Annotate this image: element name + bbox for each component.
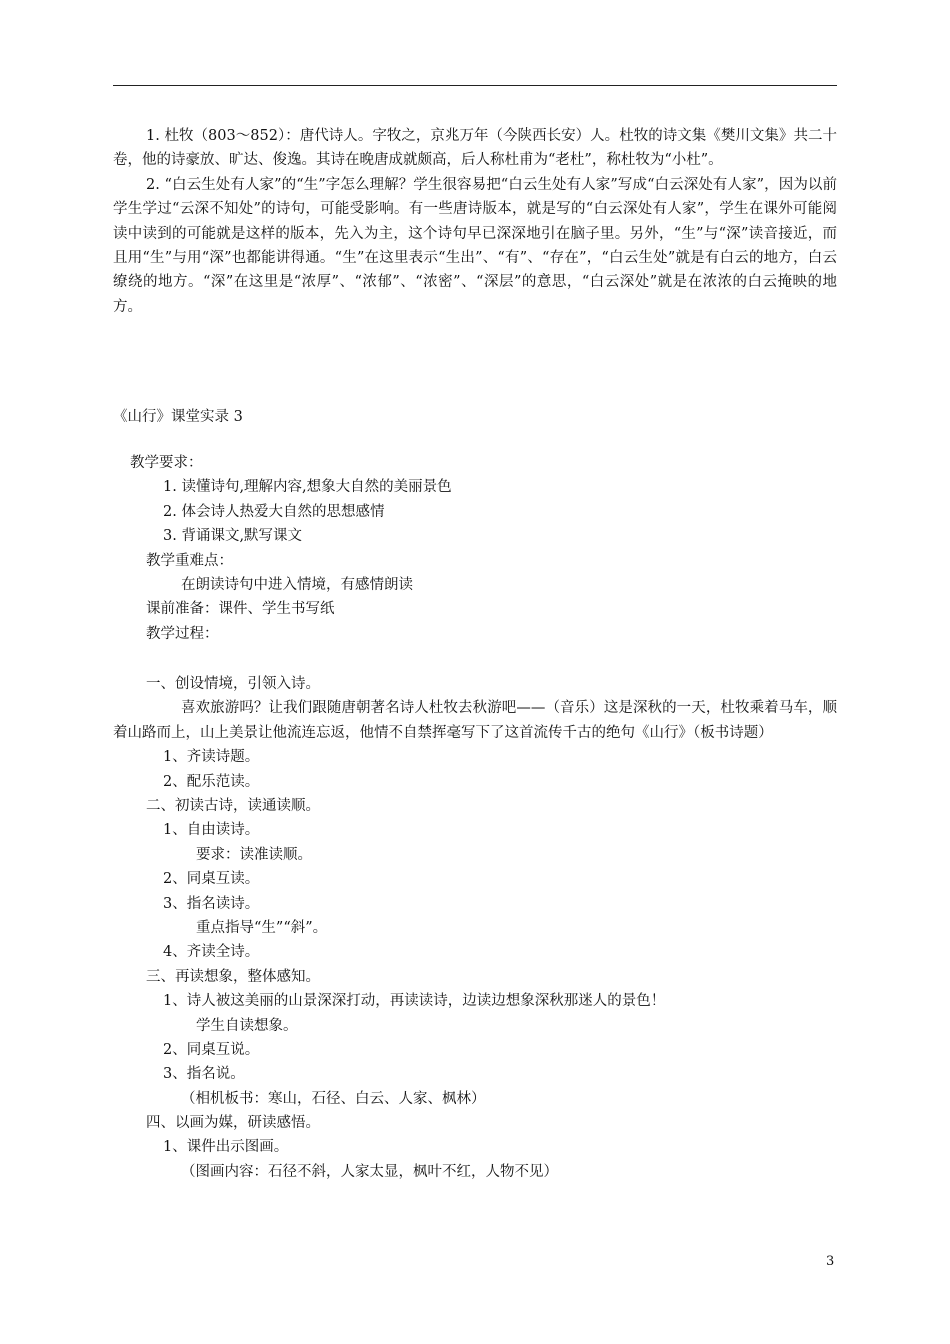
step-item: 1、诗人被这美丽的山景深深打动，再读读诗，边读边想象深秋那迷人的景色！ [163,993,666,1010]
step-item: 3、指名说。 [163,1066,245,1083]
step-item: 1、自由读诗。 [163,822,260,839]
note-dumu: 1. 杜牧（803～852）：唐代诗人。字牧之，京兆万年（今陕西长安）人。杜牧的诗文集《樊川文集》共二十卷，他的诗豪放、旷达、俊逸。其诗在晚唐成就颇高，后人称杜甫为“老杜”，称杜牧为“小杜”。 [113,128,837,169]
difficulty-text: 在朗读诗句中进入情境，有感情朗读 [181,576,413,593]
section-title: 三、再读想象，整体感知。 [146,968,320,985]
step-note: 重点指导“生”“斜”。 [196,919,328,936]
step-item: 2、同桌互说。 [163,1041,260,1058]
step-item: 4、齐读全诗。 [163,944,260,961]
step-item: 1、课件出示图画。 [163,1139,289,1156]
page-number: 3 [826,1254,835,1269]
section-title: 四、以画为媒，研读感悟。 [146,1115,320,1132]
step-note: （图画内容：石径不斜，人家太显，枫叶不红，人物不见） [181,1163,558,1180]
header-rule [113,85,837,86]
step-note: 要求：读准读顺。 [196,846,312,863]
note-sheng-character: 2. “白云生处有人家”的“生”字怎么理解？学生很容易把“白云生处有人家”写成“白云深处有人家”，因为以前学生学过“云深不知处”的诗句，可能受影响。有一些唐诗版本，就是写的“白云深处有人家”，学生在课外可能阅读中读到的可能就是这样的版本，先入为主，这个诗句早已深深地引在脑子里。另外，“生”与“深”读音接近，而且用“生”与用“深”也都能讲得通。“生”在这里表示“生出”、“有”、“存在”，“白云生处”就是有白云的地方，白云缭绕的地方。“深”在这里是“浓厚”、“浓郁”、“浓密”、“深层”的意思，“白云深处”就是在浓浓的白云掩映的地方。 [113,176,837,315]
requirement-item: 2. 体会诗人热爱大自然的思想感情 [163,503,385,520]
requirements-heading: 教学要求： [130,455,203,471]
process-heading: 教学过程： [146,625,219,642]
step-item: 3、指名读诗。 [163,895,260,912]
section-paragraph: 喜欢旅游吗？让我们跟随唐朝著名诗人杜牧去秋游吧——（音乐）这是深秋的一天，杜牧乘着马车，顺着山路而上，山上美景让他流连忘返，他情不自禁挥毫写下了这首流传千古的绝句《山行》（板书诗题） [113,700,837,741]
difficulty-heading: 教学重难点： [146,552,233,569]
lesson-plan [113,451,837,646]
notes-section [113,124,837,319]
step-note: 学生自读想象。 [196,1017,298,1034]
section-title: 一、创设情境，引领入诗。 [146,676,320,692]
step-note: （相机板书：寒山，石径、白云、人家、枫林） [181,1090,486,1107]
preparation-text: 课前准备：课件、学生书写纸 [146,601,335,618]
step-item: 2、配乐范读。 [163,773,260,790]
section-title: 二、初读古诗，读通读顺。 [146,797,320,814]
requirement-item: 1. 读懂诗句,理解内容,想象大自然的美丽景色 [163,479,452,496]
step-item: 2、同桌互读。 [163,871,260,888]
lesson-title: 《山行》课堂实录 3 [113,409,243,425]
requirement-item: 3. 背诵课文,默写课文 [163,528,303,545]
step-item: 1、齐读诗题。 [163,749,260,766]
teaching-process [113,672,837,1184]
